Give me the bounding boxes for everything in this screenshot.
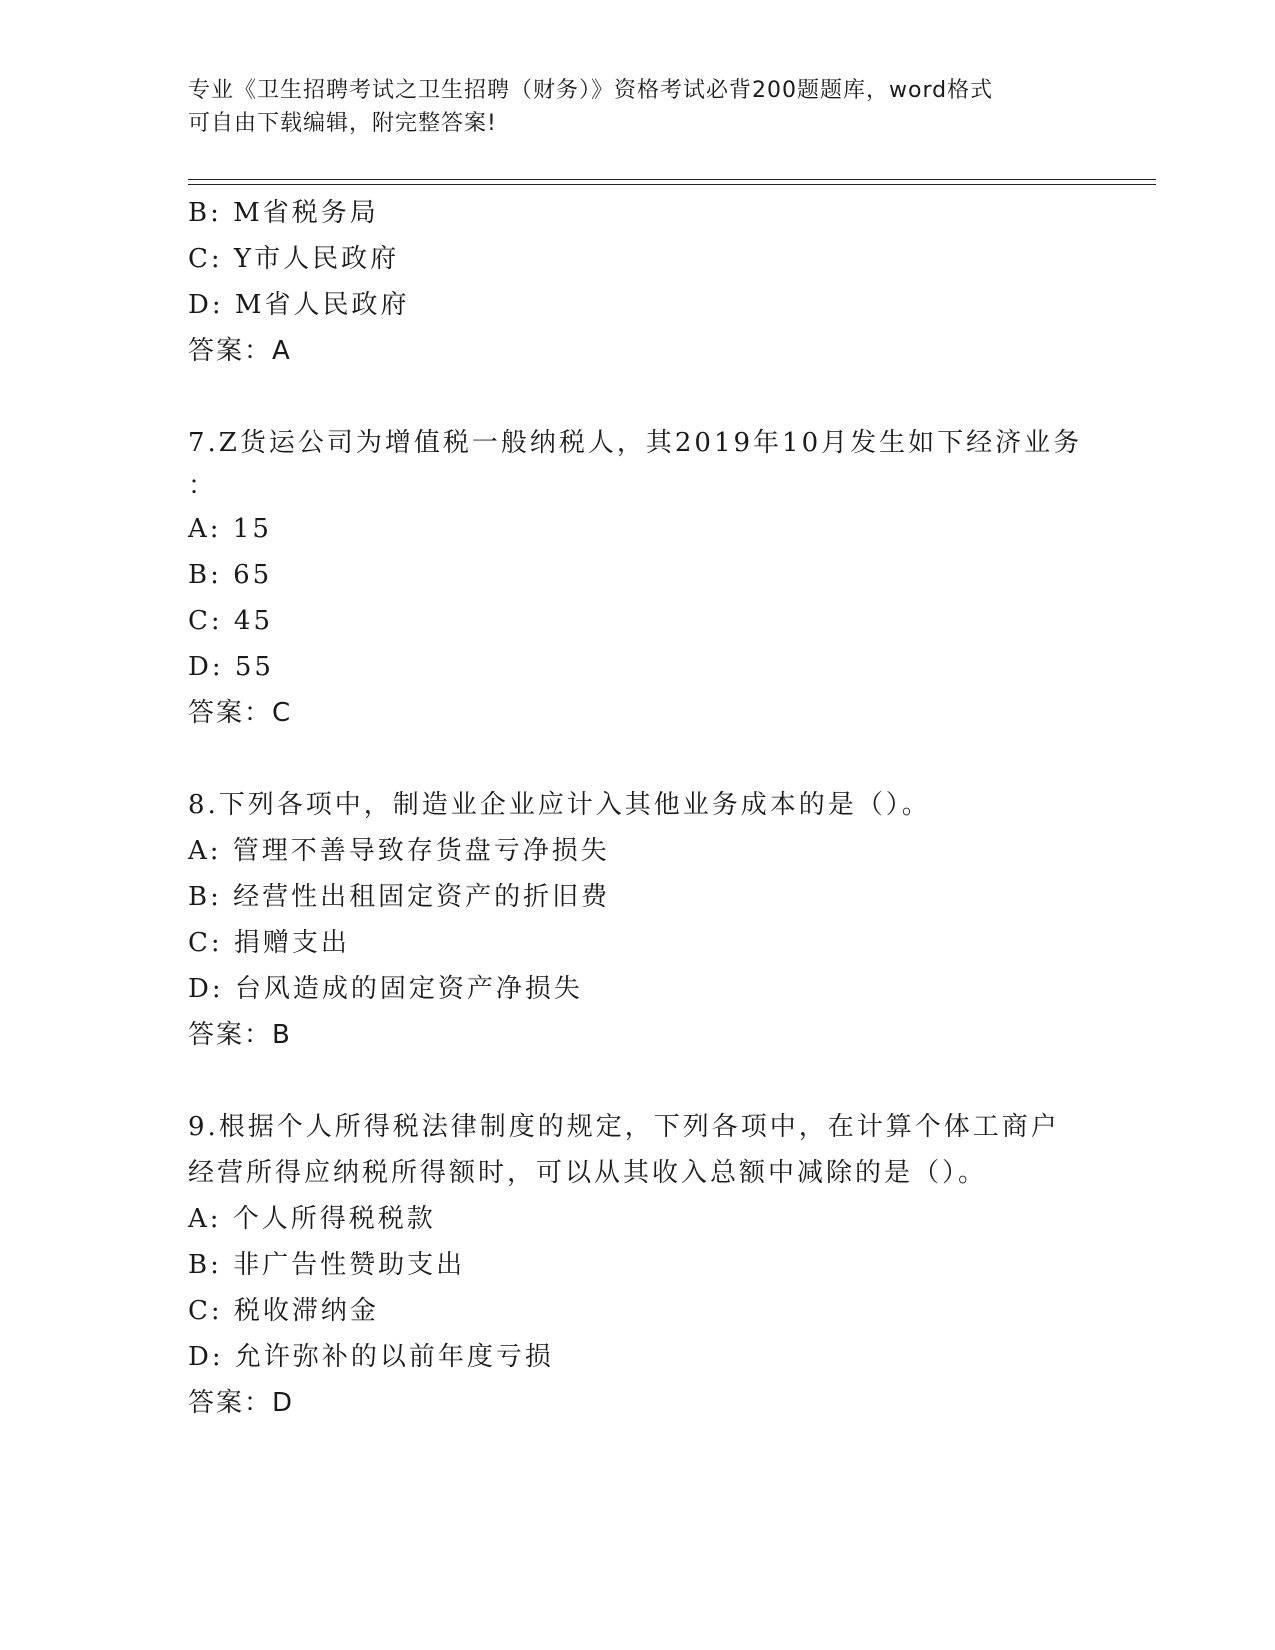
answer-line: 答案：B [188, 1020, 292, 1050]
question-9 [188, 1104, 1088, 1426]
option-d: D: 55 [188, 652, 274, 682]
question-6-continued [188, 190, 1088, 374]
header-divider-top [188, 179, 1156, 180]
option-d: D: M省人民政府 [188, 290, 410, 320]
option-a: A: 管理不善导致存货盘亏净损失 [188, 836, 610, 866]
header-title-line-2: 可自由下载编辑，附完整答案! [188, 111, 497, 136]
spacer [188, 736, 1088, 782]
option-b: B: 非广告性赞助支出 [188, 1250, 466, 1280]
option-c: C: Y市人民政府 [188, 244, 400, 274]
answer-line: 答案：C [188, 698, 293, 728]
option-b: B: 65 [188, 560, 273, 590]
option-d: D: 允许弥补的以前年度亏损 [188, 1342, 554, 1372]
question-stem: 8.下列各项中，制造业企业应计入其他业务成本的是（）。 [188, 790, 931, 820]
option-c: C: 税收滞纳金 [188, 1296, 379, 1326]
question-stem-continued: ： [188, 471, 218, 501]
option-a: A: 15 [188, 514, 272, 544]
header-title-line-1: 专业《卫生招聘考试之卫生招聘（财务）》资格考试必背200题题库，word格式 [188, 78, 994, 103]
answer-line: 答案：D [188, 1388, 295, 1418]
answer-line: 答案：A [188, 336, 292, 366]
spacer [188, 374, 1088, 420]
option-c: C: 45 [188, 606, 274, 636]
question-stem: 7.Z货运公司为增值税一般纳税人，其2019年10月发生如下经济业务 [188, 428, 1083, 458]
question-stem-continued: 经营所得应纳税所得额时，可以从其收入总额中减除的是（）。 [188, 1158, 988, 1188]
question-8 [188, 782, 1088, 1058]
option-b: B: 经营性出租固定资产的折旧费 [188, 882, 611, 912]
option-b: B: M省税务局 [188, 198, 379, 228]
option-d: D: 台风造成的固定资产净损失 [188, 974, 583, 1004]
option-c: C: 捐赠支出 [188, 928, 350, 958]
spacer [188, 1058, 1088, 1104]
document-header [188, 74, 1088, 140]
option-a: A: 个人所得税税款 [188, 1204, 436, 1234]
header-divider-bottom [188, 184, 1156, 185]
question-list [188, 190, 1088, 1426]
question-7 [188, 420, 1088, 736]
question-stem: 9.根据个人所得税法律制度的规定，下列各项中，在计算个体工商户 [188, 1112, 1060, 1142]
